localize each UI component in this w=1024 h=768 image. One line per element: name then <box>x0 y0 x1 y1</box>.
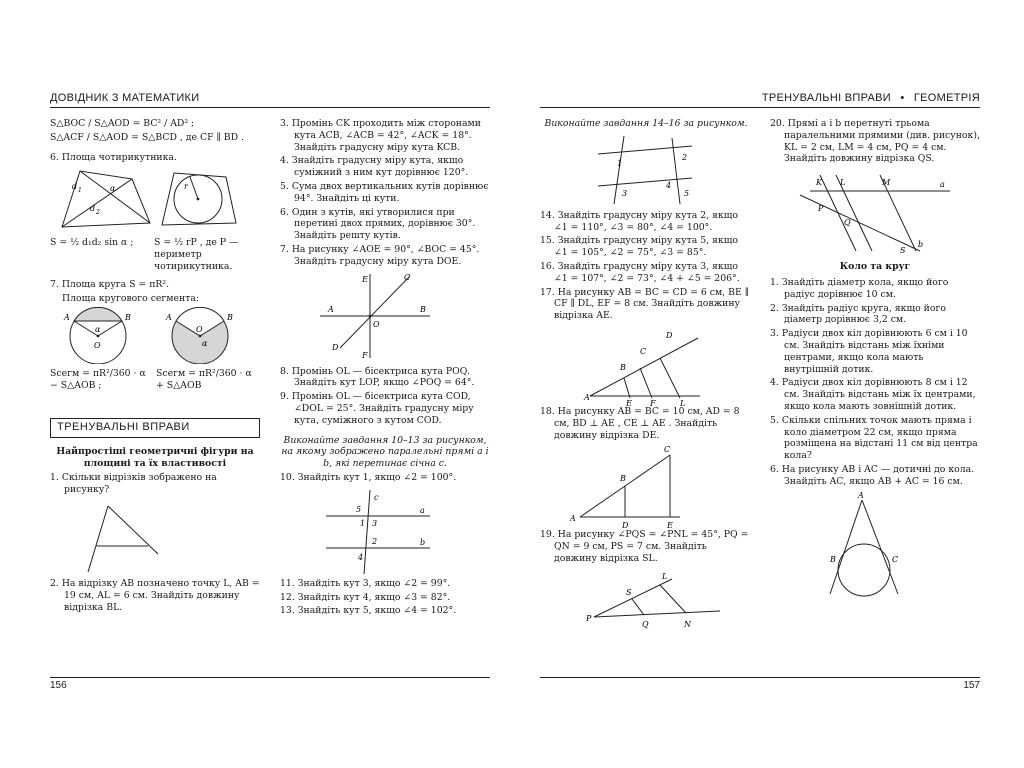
fig18-label-D: D <box>622 521 629 530</box>
fig17-label-C: C <box>640 346 647 356</box>
fig20-label-S: S <box>900 246 906 256</box>
fig20-label-Q: Q <box>844 218 851 228</box>
item-7-circle-area: 7. Площа круга S = πR². <box>50 278 170 290</box>
fig7b-label-B: B <box>227 313 233 323</box>
figure-segments-count <box>50 498 260 578</box>
fig7-label-B: B <box>420 304 426 314</box>
circle-exercise-3: 3. Радіуси двох кіл дорівнюють 6 см і 10 см. Знайдіть відстань між їхніми центрами, якщо кола мають внутрішній дотик. <box>770 328 968 375</box>
fig17-label-L: L <box>680 398 686 406</box>
fig17-label-D: D <box>666 330 673 340</box>
fig10-label-b: b <box>420 537 426 547</box>
subsection-heading-circle: Коло та круг <box>839 261 911 273</box>
header-separator: • <box>900 92 905 104</box>
fig7-label-O: O <box>373 319 380 329</box>
figure-lines-angles <box>540 132 752 210</box>
fig10-label-4: 4 <box>358 552 364 562</box>
right-page <box>540 80 980 690</box>
fig18-label-C: C <box>664 445 671 455</box>
fig7-label-A: A <box>328 304 334 314</box>
fig7b-label-alpha: α <box>202 339 208 349</box>
fig20-label-K: K <box>816 178 822 188</box>
fig6b-label-r: r <box>184 182 188 192</box>
exercise-16: 16. Знайдіть градусну міру кута 3, якщо ∠1 = 107°, ∠2 = 73°, ∠4 + ∠5 = 206°. <box>540 260 740 284</box>
figure-angle-45 <box>540 567 752 633</box>
figure-parallel-transversal <box>280 486 490 578</box>
fig19-label-P: P <box>586 613 592 623</box>
fig20-label-b: b <box>918 240 924 250</box>
exercise-2: 2. На відрізку AB позначено точку L, AB = 19 см, AL = 6 см. Знайдіть довжину відрізка BL. <box>50 577 260 613</box>
exercise-10: 10. Знайдіть кут 1, якщо ∠2 = 100°. <box>280 471 457 483</box>
fig6a-label-d1: d <box>72 182 78 192</box>
fig7a-label-O: O <box>94 341 101 351</box>
fig20-label-M: M <box>882 178 891 188</box>
fig7-label-F: F <box>362 350 368 360</box>
formula-segment-major: Sсегм = πR²/360 · α + S△AOB <box>156 368 252 392</box>
exercise-6: 6. Один з кутів, які утворилися при перетині двох прямих, дорівнює 30°. Знайдіть решту кутів. <box>280 206 476 242</box>
figure-parallel-segments <box>540 324 752 406</box>
fig7a-label-A: A <box>64 313 70 323</box>
fig7-label-D: D <box>332 342 339 352</box>
circle-exercise-1: 1. Знайдіть діаметр кола, якщо його радіус дорівнює 10 см. <box>770 276 949 300</box>
exercise-13: 13. Знайдіть кут 5, якщо ∠4 = 102°. <box>280 605 457 617</box>
exercise-3: 3. Промінь CK проходить між сторонами кута ACB, ∠ACB = 42°, ∠ACK = 18°. Знайдіть градусну міру кута KCB. <box>280 118 481 153</box>
fig6a-label-sub1: 1 <box>78 187 82 195</box>
figure-right-triangles <box>540 443 752 529</box>
formula-segment-minor: Sсегм = πR²/360 · α − S△AOB ; <box>50 368 146 392</box>
formula-triangle-ratio: S△BOC / S△AOD = BC² / AD² ; <box>50 118 195 129</box>
left-page <box>50 80 490 690</box>
fig6a-label-sub2: 2 <box>96 209 100 217</box>
fig7b-label-O: O <box>196 325 203 335</box>
exercise-17: 17. На рисунку AB = BC = CD = 6 см, BE ∥ CF ∥ DL, EF = 8 см. Знайдіть довжину відрізка AE. <box>540 286 750 322</box>
exercise-15: 15. Знайдіть градусну міру кута 5, якщо ∠1 = 105°, ∠2 = 75°, ∠3 = 85°. <box>540 235 738 259</box>
exercise-5: 5. Сума двох вертикальних кутів дорівнює 94°. Знайдіть ці кути. <box>280 180 489 204</box>
fig7b-label-A: A <box>166 313 172 323</box>
fig10-label-3: 3 <box>372 518 378 528</box>
fig7-label-E: E <box>362 274 368 284</box>
formula-quad-incircle: S = ½ rP , де P — периметр чотирикутника. <box>154 237 239 272</box>
fig17-label-F: F <box>650 398 656 406</box>
item-6-heading: 6. Площа чотирикутника. <box>50 151 177 163</box>
figure-three-parallels <box>770 167 980 259</box>
exercise-9: 9. Промінь OL — бісектриса кута COD, ∠DOL = 25°. Знайдіть градусну міру кута, суміжного з кутом COD. <box>280 391 474 426</box>
fig20-label-P: P <box>818 204 824 214</box>
fig14-label-2: 2 <box>682 152 688 162</box>
fig7a-label-alpha: α <box>95 325 101 335</box>
figure-circle-segments <box>50 306 260 364</box>
exercise-8: 8. Промінь OL — бісектриса кута POQ. Знайдіть кут LOP, якщо ∠POQ = 64°. <box>280 365 475 389</box>
figure-intersecting-lines <box>280 270 490 366</box>
fig14-label-5: 5 <box>684 188 690 198</box>
figure-tangents <box>770 490 980 600</box>
fig6a-label-d2: d <box>90 204 96 214</box>
fig7a-label-B: B <box>125 313 131 323</box>
circle-exercise-2: 2. Знайдіть радіус круга, якщо його діаметр дорівнює 3,2 см. <box>770 302 946 326</box>
fig18-label-E: E <box>667 521 673 530</box>
fig19-label-Q: Q <box>642 619 649 629</box>
fig19-label-N: N <box>684 619 691 629</box>
footer-rule <box>540 677 980 678</box>
fig19-label-S: S <box>626 587 632 597</box>
exercise-19: 19. На рисунку ∠PQS = ∠PNL = 45°, PQ = QN = 9 см, PS = 7 см. Знайдіть довжину відрізка SL. <box>540 529 749 564</box>
header-rule <box>540 107 980 108</box>
fig10-label-1: 1 <box>360 518 366 528</box>
header-subject: ГЕОМЕТРІЯ <box>913 92 980 104</box>
exercise-7: 7. На рисунку ∠AOE = 90°, ∠BOC = 45°. Знайдіть градусну міру кута DOE. <box>280 243 480 267</box>
subsection-heading-simple-figures: Найпростіші геометричні фігури на площині та їх властивості <box>56 445 254 469</box>
left-page-number: 156 <box>50 680 67 691</box>
fig14-label-4: 4 <box>666 180 672 190</box>
header-section: ТРЕНУВАЛЬНІ ВПРАВИ <box>761 92 892 104</box>
footer-rule <box>50 677 490 678</box>
fig6a-label-alpha: α <box>110 184 116 194</box>
right-column-1 <box>540 118 752 633</box>
left-running-header: ДОВІДНИК З МАТЕМАТИКИ <box>50 92 200 104</box>
exercise-11: 11. Знайдіть кут 3, якщо ∠2 = 99°. <box>280 577 451 589</box>
figure-quadrilateral <box>50 165 260 235</box>
left-column-1 <box>50 118 260 615</box>
formula-quad-diagonals: S = ½ d₁d₂ sin α ; <box>50 237 134 249</box>
fig6-label-C: C <box>892 554 899 564</box>
fig19-label-L: L <box>662 571 668 581</box>
exercise-14: 14. Знайдіть градусну міру кута 2, якщо ∠1 = 110°, ∠3 = 80°, ∠4 = 100°. <box>540 209 738 233</box>
fig18-label-B: B <box>620 474 626 484</box>
circle-exercise-5: 5. Скільки спільних точок мають пряма і коло діаметром 22 см, якщо пряма розміщена на відстані 11 см від центра кола? <box>770 414 978 462</box>
fig14-label-3: 3 <box>622 188 628 198</box>
exercise-1: 1. Скільки відрізків зображено на рисунку? <box>50 472 217 496</box>
item-7-segment-area: Площа кругового сегмента: <box>62 292 200 304</box>
section-banner-exercises: ТРЕНУВАЛЬНІ ВПРАВИ <box>50 418 260 438</box>
fig20-label-a: a <box>940 180 945 190</box>
exercise-12: 12. Знайдіть кут 4, якщо ∠3 = 82°. <box>280 591 451 603</box>
fig10-label-2: 2 <box>372 536 378 546</box>
fig10-label-5: 5 <box>356 504 362 514</box>
formula-triangle-area: S△ACF / S△AOD = S△BCD , де CF ∥ BD . <box>50 131 244 143</box>
exercise-18: 18. На рисунку AB = BC = 10 см, AD = 8 см, BD ⊥ AE , CE ⊥ AE . Знайдіть довжину відрізка DE. <box>540 405 740 441</box>
fig20-label-L: L <box>840 178 846 188</box>
exercise-20: 20. Прямі a і b перетнуті трьома паралельними прямими (див. рисунок), KL = 2 см, LM = 4 см, PQ = 4 см. Знайдіть довжину відрізка QS. <box>770 118 980 165</box>
header-rule <box>50 107 490 108</box>
fig7-label-C: C <box>404 272 411 282</box>
circle-exercise-6: 6. На рисунку AB і AC — дотичні до кола. Знайдіть AC, якщо AB + AC = 16 см. <box>770 463 975 487</box>
right-running-header <box>762 92 980 104</box>
fig17-label-B: B <box>620 362 626 372</box>
fig10-label-c: c <box>374 492 379 502</box>
exercise-4: 4. Знайдіть градусну міру кута, якщо суміжний з ним кут дорівнює 120°. <box>280 155 469 179</box>
right-column-2 <box>770 118 980 600</box>
fig6-label-B: B <box>830 554 836 564</box>
fig17-label-A: A <box>584 392 590 402</box>
fig17-label-E: E <box>626 398 632 406</box>
fig14-label-1: 1 <box>617 158 623 168</box>
fig6-label-A: A <box>858 490 864 500</box>
left-column-2 <box>280 118 490 619</box>
circle-exercise-4: 4. Радіуси двох кіл дорівнюють 8 см і 12 см. Знайдіть відстань між їх центрами, якщо кола мають зовнішній дотик. <box>770 377 976 412</box>
task-note-14-16: Виконайте завдання 14–16 за рисунком. <box>544 118 748 129</box>
right-page-number: 157 <box>963 680 980 691</box>
fig10-label-a: a <box>420 505 425 515</box>
fig18-label-A: A <box>570 514 576 524</box>
task-note-10-13: Виконайте завдання 10–13 за рисунком, на якому зображено паралельні прямі a і b, які перетинає січна c. <box>281 434 489 470</box>
